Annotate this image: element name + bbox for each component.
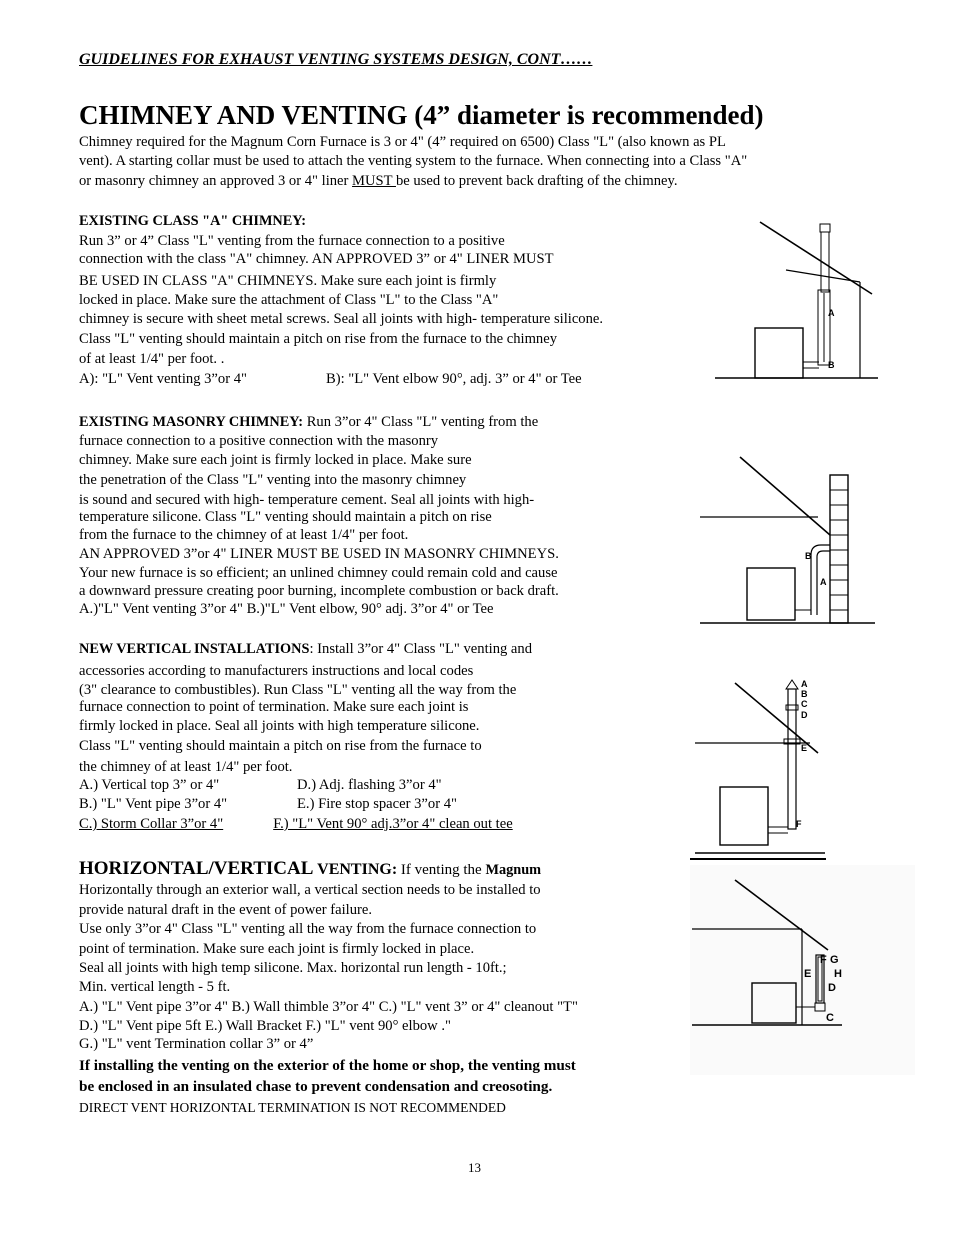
vertical-line: firmly locked in place. Seal all joints with high temperature silicone. bbox=[79, 718, 480, 734]
vertical-line: (3" clearance to combustibles). Run Class "L" venting all the way from the bbox=[79, 682, 517, 698]
vertical-part: A.) Vertical top 3” or 4" bbox=[79, 777, 220, 793]
horizontal-line: Min. vertical length - 5 ft. bbox=[79, 979, 231, 995]
class-a-chimney-diagram bbox=[700, 210, 890, 390]
diagram-label: A bbox=[820, 577, 827, 587]
class-a-part-b: B): "L" Vent elbow 90°, adj. 3” or 4" or Tee bbox=[326, 371, 582, 387]
class-a-line: of at least 1/4" per foot. . bbox=[79, 351, 225, 367]
class-a-heading: EXISTING CLASS "A" CHIMNEY: bbox=[79, 213, 307, 229]
horizontal-line: A.) "L" Vent pipe 3”or 4" B.) Wall thimble 3”or 4" C.) "L" vent 3” or 4" cleanout "T" bbox=[79, 999, 578, 1015]
diagram-label: B bbox=[801, 689, 808, 699]
vertical-installation-diagram bbox=[690, 675, 915, 865]
vertical-part: C.) Storm Collar 3”or 4" F.) "L" Vent 90° adj.3”or 4" clean out tee bbox=[79, 816, 513, 832]
note-line: DIRECT VENT HORIZONTAL TERMINATION IS NOT RECOMMENDED bbox=[79, 1100, 506, 1115]
horizontal-line: point of termination. Make sure each joint is firmly locked in place. bbox=[79, 941, 475, 957]
vertical-part: D.) Adj. flashing 3”or 4" bbox=[297, 777, 442, 793]
masonry-line: the penetration of the Class "L" venting into the masonry chimney bbox=[79, 472, 467, 488]
intro-line-3: or masonry chimney an approved 3 or 4" liner MUST be used to prevent back drafting of the chimney. bbox=[79, 173, 678, 189]
masonry-line: chimney. Make sure each joint is firmly locked in place. Make sure bbox=[79, 452, 472, 468]
diagram-label: A bbox=[801, 679, 808, 689]
class-a-line: Class "L" venting should maintain a pitch on rise from the furnace to the chimney bbox=[79, 331, 557, 347]
horizontal-line: Seal all joints with high temp silicone. Max. horizontal run length - 10ft.; bbox=[79, 960, 507, 976]
diagram-label: B bbox=[828, 360, 835, 370]
page-title: CHIMNEY AND VENTING (4” diameter is recommended) bbox=[79, 100, 764, 130]
vertical-line: Class "L" venting should maintain a pitch on rise from the furnace to bbox=[79, 738, 482, 754]
vertical-part: B.) "L" Vent pipe 3”or 4" bbox=[79, 796, 228, 812]
section-header: GUIDELINES FOR EXHAUST VENTING SYSTEMS DESIGN, CONT…… bbox=[79, 51, 593, 68]
masonry-line: Your new furnace is so efficient; an unlined chimney could remain cold and cause bbox=[79, 565, 558, 581]
horizontal-line: provide natural draft in the event of power failure. bbox=[79, 902, 372, 918]
diagram-label: A bbox=[828, 308, 835, 318]
page-number: 13 bbox=[468, 1160, 481, 1175]
masonry-line: from the furnace to the chimney of at least 1/4" per foot. bbox=[79, 527, 409, 543]
masonry-heading: EXISTING MASONRY CHIMNEY: Run 3”or 4" Class "L" venting from the bbox=[79, 414, 539, 430]
diagram-label: D bbox=[828, 982, 836, 994]
horizontal-vertical-diagram bbox=[690, 865, 915, 1075]
class-a-line: locked in place. Make sure the attachment of Class "L" to the Class "A" bbox=[79, 292, 499, 308]
class-a-line: chimney is secure with sheet metal screws. Seal all joints with high- temperature silicone. bbox=[79, 311, 604, 327]
diagram-label: H bbox=[834, 968, 842, 980]
class-a-line: Run 3” or 4” Class "L" venting from the furnace connection to a positive bbox=[79, 233, 505, 249]
horizontal-line: G.) "L" vent Termination collar 3” or 4” bbox=[79, 1036, 314, 1052]
masonry-line: is sound and secured with high- temperature cement. Seal all joints with high- bbox=[79, 492, 535, 508]
masonry-line: a downward pressure creating poor burning, incomplete combustion or back draft. bbox=[79, 583, 559, 599]
masonry-line: temperature silicone. Class "L" venting should maintain a pitch on rise bbox=[79, 509, 492, 525]
masonry-line: A.)"L" Vent venting 3”or 4" B.)"L" Vent elbow, 90° adj. 3”or 4" or Tee bbox=[79, 601, 494, 617]
warning-line-1: If installing the venting on the exterior of the home or shop, the venting must bbox=[79, 1057, 576, 1074]
masonry-line: furnace connection to a positive connection with the masonry bbox=[79, 433, 439, 449]
vertical-line: accessories according to manufacturers instructions and local codes bbox=[79, 663, 474, 679]
separator-line bbox=[690, 858, 826, 860]
diagram-label: F bbox=[796, 819, 802, 829]
vertical-line: the chimney of at least 1/4" per foot. bbox=[79, 759, 293, 775]
intro-line-1: Chimney required for the Magnum Corn Furnace is 3 or 4" (4” required on 6500) Class "L" (also known as PL bbox=[79, 134, 726, 150]
class-a-part-a: A): "L" Vent venting 3”or 4" bbox=[79, 371, 247, 387]
diagram-label: E bbox=[801, 743, 808, 753]
vertical-line: furnace connection to point of termination. Make sure each joint is bbox=[79, 699, 469, 715]
masonry-chimney-diagram bbox=[690, 445, 915, 630]
vertical-heading: NEW VERTICAL INSTALLATIONS: Install 3”or 4" Class "L" venting and bbox=[79, 641, 533, 657]
horizontal-line: Use only 3”or 4" Class "L" venting all the way from the furnace connection to bbox=[79, 921, 537, 937]
diagram-label: B bbox=[805, 551, 812, 561]
horizontal-line: D.) "L" Vent pipe 5ft E.) Wall Bracket F.) "L" vent 90° elbow ." bbox=[79, 1018, 451, 1034]
diagram-label: G bbox=[830, 954, 839, 966]
diagram-label: F bbox=[820, 954, 827, 966]
horizontal-heading: HORIZONTAL/VERTICAL VENTING: If venting the Magnum bbox=[79, 858, 542, 879]
class-a-line: connection with the class "A" chimney. AN APPROVED 3” or 4" LINER MUST bbox=[79, 251, 554, 267]
vertical-part: E.) Fire stop spacer 3”or 4" bbox=[297, 796, 457, 812]
diagram-label: C bbox=[801, 699, 808, 709]
diagram-label: E bbox=[804, 968, 812, 980]
horizontal-line: Horizontally through an exterior wall, a vertical section needs to be installed to bbox=[79, 882, 541, 898]
diagram-label: C bbox=[826, 1012, 834, 1024]
diagram-label: D bbox=[801, 710, 808, 720]
class-a-line: BE USED IN CLASS "A" CHIMNEYS. Make sure each joint is firmly bbox=[79, 273, 497, 289]
intro-line-2: vent). A starting collar must be used to attach the venting system to the furnace. When connecting into a Class "A" bbox=[79, 153, 748, 169]
warning-line-2: be enclosed in an insulated chase to prevent condensation and creosoting. bbox=[79, 1078, 553, 1095]
masonry-line: AN APPROVED 3”or 4" LINER MUST BE USED IN MASONRY CHIMNEYS. bbox=[79, 546, 559, 562]
